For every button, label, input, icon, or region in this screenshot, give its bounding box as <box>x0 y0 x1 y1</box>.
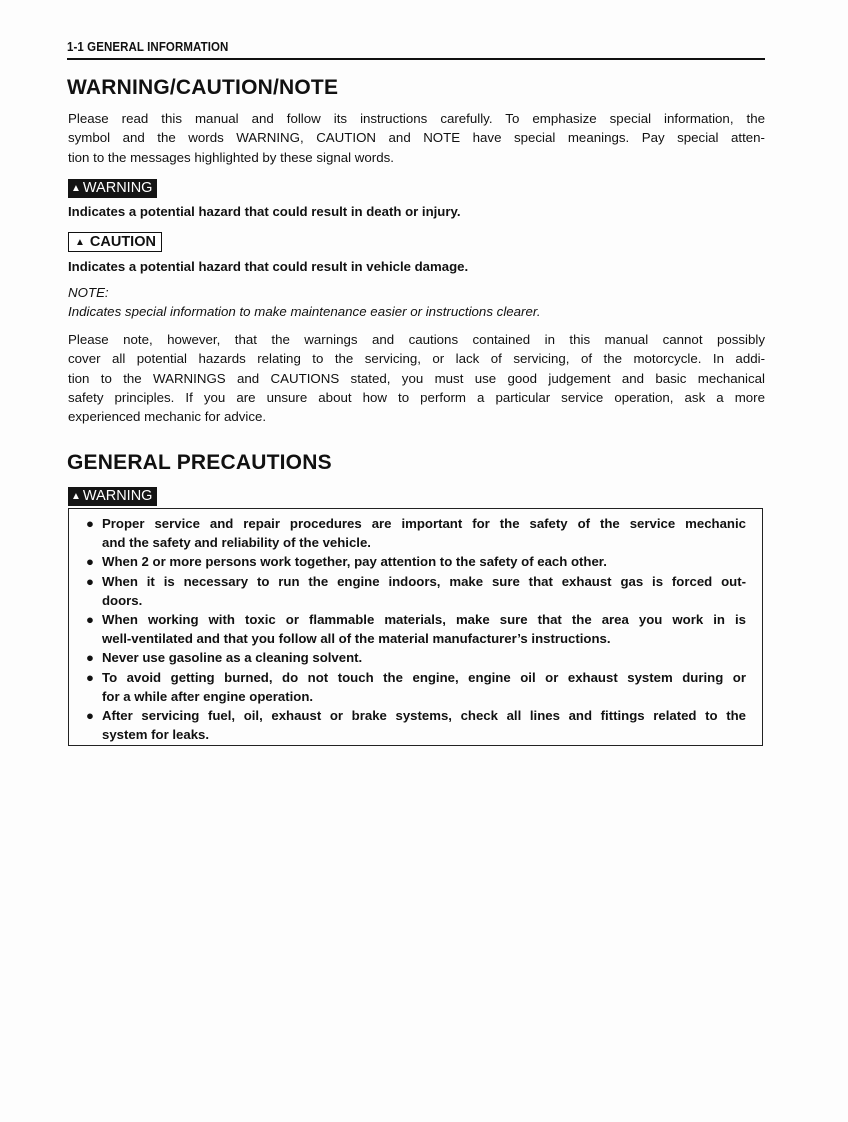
list-item <box>86 514 746 552</box>
list-item-line: Never use gasoline as a cleaning solvent. <box>102 650 363 666</box>
bullet-icon: ● <box>86 516 94 531</box>
list-item-line: doors. <box>102 592 143 608</box>
body-line: experienced mechanic for advice. <box>68 409 267 425</box>
list-item-line: When it is necessary to run the engine indoors, make sure that exhaust gas is forced out- <box>102 573 746 589</box>
list-item-line: Proper service and repair procedures are important for the safety of the service mechanic <box>102 516 746 531</box>
intro-line: Please read this manual and follow its instructions carefully. To emphasize special information, the <box>68 111 765 126</box>
list-item <box>86 572 746 610</box>
warning-badge <box>68 179 157 198</box>
warning-description: Indicates a potential hazard that could result in death or injury. <box>68 204 461 219</box>
caution-description: Indicates a potential hazard that could result in vehicle damage. <box>68 259 469 274</box>
caution-triangle-icon: ▲ <box>75 236 85 248</box>
warning-badge-label: WARNING <box>82 180 153 196</box>
list-item-line: system for leaks. <box>102 727 210 743</box>
intro-line: symbol and the words WARNING, CAUTION and NOTE have special meanings. Pay special atten- <box>68 130 765 146</box>
list-item <box>86 648 746 667</box>
caution-badge-label: CAUTION <box>89 233 156 250</box>
precautions-warning-badge <box>68 487 157 506</box>
list-item-line: for a while after engine operation. <box>102 688 314 704</box>
page-header <box>67 38 765 60</box>
list-item-line: When working with toxic or flammable materials, make sure that the area you work in is <box>102 612 746 628</box>
body-line: tion to the WARNINGS and CAUTIONS stated, you must use good judgement and basic mechanical <box>68 370 765 386</box>
list-item-line: When 2 or more persons work together, pay attention to the safety of each other. <box>102 554 607 570</box>
intro-line: tion to the messages highlighted by these signal words. <box>68 149 394 165</box>
bullet-icon: ● <box>86 650 94 666</box>
section-heading: 1-1 GENERAL INFORMATION <box>67 40 229 54</box>
note-label: NOTE: <box>68 285 109 300</box>
list-item <box>86 706 746 744</box>
bullet-icon: ● <box>86 573 94 589</box>
precautions-list <box>86 514 746 744</box>
warning-triangle-icon: ▲ <box>71 491 81 502</box>
list-item <box>86 668 746 706</box>
bullet-icon: ● <box>86 554 94 570</box>
warning-triangle-icon: ▲ <box>71 183 81 194</box>
body-line: cover all potential hazards relating to the servicing, or lack of servicing, of the motorcycle. In addi- <box>68 351 765 367</box>
list-item <box>86 552 746 571</box>
list-item-line: well-ventilated and that you follow all of the material manufacturer’s instructions. <box>102 631 611 647</box>
section-title-general-precautions: GENERAL PRECAUTIONS <box>67 451 332 474</box>
bullet-icon: ● <box>86 612 94 628</box>
warning-badge-label: WARNING <box>82 488 153 504</box>
bullet-icon: ● <box>86 669 94 685</box>
list-item-line: To avoid getting burned, do not touch the engine, engine oil or exhaust system during or <box>102 669 746 685</box>
caution-badge <box>68 232 162 252</box>
intro-paragraph <box>68 109 765 167</box>
list-item-line: After servicing fuel, oil, exhaust or brake systems, check all lines and fittings related to the <box>102 708 746 724</box>
note-description: Indicates special information to make maintenance easier or instructions clearer. <box>68 304 541 319</box>
section-title-warning-caution-note: WARNING/CAUTION/NOTE <box>67 76 339 99</box>
body-paragraph <box>68 330 765 426</box>
list-item-line: and the safety and reliability of the vehicle. <box>102 535 371 551</box>
body-line: Please note, however, that the warnings and cautions contained in this manual cannot possibly <box>68 332 765 347</box>
list-item <box>86 610 746 648</box>
bullet-icon: ● <box>86 708 94 724</box>
body-line: safety principles. If you are unsure about how to perform a particular service operation, ask a more <box>68 389 765 405</box>
